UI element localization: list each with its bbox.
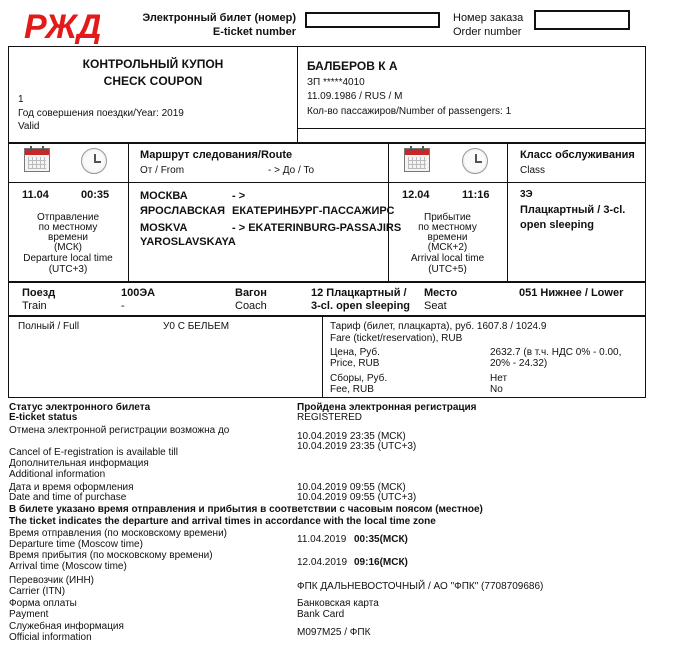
tariff-en: Fare (ticket/reservation), RUB: [330, 333, 463, 344]
arrival-desc-6: (UTC+5): [428, 264, 467, 275]
departure-desc-5: Departure local time: [23, 253, 113, 264]
issue-value-1: 10.04.2019 09:55 (МСК): [297, 482, 406, 493]
departure-date: 11.04: [22, 189, 49, 201]
train-number-en: -: [121, 300, 125, 312]
status-label-ru: Статус электронного билета: [9, 402, 151, 413]
coach-label-ru: Вагон: [235, 287, 267, 299]
departure-desc-2: по местному: [38, 222, 98, 233]
carrier-value: ФПК ДАЛЬНЕВОСТОЧНЫЙ / АО "ФПК" (7708709686): [297, 581, 544, 592]
seat-label-en: Seat: [424, 300, 447, 312]
calendar-icon: [404, 148, 430, 172]
additional-label-ru: Дополнительная информация: [9, 458, 149, 469]
additional-label-en: Additional information: [9, 469, 106, 480]
moscow-arr-date: 12.04.2019: [297, 557, 348, 568]
to-station-ru: ЕКАТЕРИНБУРГ-ПАССАЖИРС: [232, 205, 395, 217]
route-label: Маршрут следования/Route: [140, 149, 293, 161]
status-value-en: REGISTERED: [297, 412, 363, 423]
departure-desc-6: (UTC+3): [48, 264, 88, 275]
fee-label-ru: Сборы, Руб.: [330, 373, 388, 384]
rzd-logo: [22, 6, 100, 44]
to-station-en: - > EKATERINBURG-PASSAJIRS: [232, 222, 402, 234]
fee-value-1: Нет: [490, 373, 508, 384]
order-label-en: Order number: [453, 26, 522, 38]
price-value-2: 20% - 24.32): [490, 358, 548, 369]
fare-type: Полный / Full: [18, 321, 80, 332]
tariff-ru: Тариф (билет, плацкарта), руб. 1607.8 / 1024.9: [330, 321, 547, 332]
timezone-note-en: The ticket indicates the departure and arrival times in accordance with the local time zone: [9, 516, 436, 527]
eticket-label-ru: Электронный билет (номер): [142, 12, 296, 24]
price-label-en: Price, RUB: [330, 358, 380, 369]
route-arrow-ru: - >: [232, 190, 246, 202]
official-label-ru: Служебная информация: [9, 621, 124, 632]
timezone-note-ru: В билете указано время отправления и прибытия в соответствии с часовым поясом (местное): [9, 504, 483, 515]
coach-value-1: 12 Плацкартный /: [311, 287, 407, 299]
train-label-en: Train: [22, 300, 47, 312]
eticket-label-en: E-ticket number: [212, 26, 296, 38]
passenger-name: БАЛБЕРОВ К А: [307, 59, 398, 73]
clock-icon: [81, 148, 107, 174]
arrival-desc-3: времени: [427, 232, 468, 243]
arrival-desc-1: Прибытие: [424, 212, 471, 223]
price-value-1: 2632.7 (в т.ч. НДС 0% - 0.00,: [490, 347, 622, 358]
rzd-logo-icon: [22, 6, 100, 44]
order-label-ru: Номер заказа: [453, 12, 524, 24]
status-label-en: E-ticket status: [9, 412, 78, 423]
passenger-birth: 11.09.1986 / RUS / M: [307, 91, 403, 102]
carrier-label-ru: Перевозчик (ИНН): [9, 575, 95, 586]
coupon-title-en: CHECK COUPON: [103, 74, 203, 88]
moscow-dep-label-en: Departure time (Moscow time): [9, 539, 143, 550]
arrival-desc-2: по местному: [418, 222, 477, 233]
payment-label-ru: Форма оплаты: [9, 598, 77, 609]
coupon-count: 1: [18, 94, 24, 105]
class-name-ru: Плацкартный / 3-cl.: [520, 204, 626, 216]
issue-value-2: 10.04.2019 09:55 (UTC+3): [297, 492, 417, 503]
issue-label-en: Date and time of purchase: [9, 492, 127, 503]
departure-desc-3: времени: [48, 232, 88, 243]
fee-value-2: No: [490, 384, 503, 395]
class-code: 3Э: [520, 189, 533, 200]
official-value: М097М25 / ФПК: [297, 627, 371, 638]
calendar-icon: [24, 148, 50, 172]
linen-info: У0 С БЕЛЬЕМ: [163, 321, 230, 332]
departure-desc-4: (МСК): [53, 242, 83, 253]
passenger-doc: ЗП *****4010: [307, 77, 365, 88]
arrival-desc-5: Arrival local time: [410, 253, 485, 264]
service-class-label-en: Class: [520, 165, 546, 176]
from-station-en-1: MOSKVA: [140, 222, 188, 234]
carrier-label-en: Carrier (ITN): [9, 586, 66, 597]
payment-value-en: Bank Card: [297, 609, 345, 620]
eticket-number-redacted: [305, 12, 440, 28]
route-to-label: - > До / To: [268, 165, 315, 176]
coach-label-en: Coach: [235, 300, 267, 312]
coupon-year: Год совершения поездки/Year: 2019: [18, 108, 184, 119]
moscow-dep-date: 11.04.2019: [297, 534, 347, 545]
passenger-count: Кол-во пассажиров/Number of passengers: 1: [307, 106, 512, 117]
price-label-ru: Цена, Руб.: [330, 347, 380, 358]
issue-label-ru: Дата и время оформления: [9, 482, 134, 493]
arrival-desc-4: (МСК+2): [427, 242, 468, 253]
seat-label-ru: Место: [424, 287, 458, 299]
moscow-arr-label-ru: Время прибытия (по московскому времени): [9, 550, 213, 561]
arrival-time: 11:16: [462, 189, 490, 201]
cancel-label-ru: Отмена электронной регистрации возможна до: [9, 425, 230, 436]
from-station-en-2: YAROSLAVSKAYA: [140, 236, 236, 248]
official-label-en: Official information: [9, 632, 92, 643]
class-name-en: open sleeping: [520, 219, 594, 231]
coach-value-2: 3-cl. open sleeping: [311, 300, 411, 312]
fee-label-en: Fee, RUB: [330, 384, 374, 395]
payment-label-en: Payment: [9, 609, 49, 620]
arrival-date: 12.04: [402, 189, 430, 201]
order-number-redacted: [534, 10, 630, 30]
moscow-dep-label-ru: Время отправления (по московскому времени): [9, 528, 227, 539]
train-label-ru: Поезд: [22, 287, 56, 299]
cancel-value-1: 10.04.2019 23:35 (МСК): [297, 431, 406, 442]
status-value-ru: Пройдена электронная регистрация: [297, 402, 477, 413]
seat-value: 051 Нижнее / Lower: [519, 287, 624, 299]
payment-value-ru: Банковская карта: [297, 598, 379, 609]
coupon-title-ru: КОНТРОЛЬНЫЙ КУПОН: [82, 57, 224, 71]
from-station-ru-1: МОСКВА: [140, 190, 188, 202]
cancel-label-en: Cancel of E-registration is available till: [9, 447, 178, 458]
moscow-arr-time: 09:16(МСК): [354, 557, 408, 568]
route-from-label: От / From: [140, 165, 185, 176]
departure-desc-1: Отправление: [36, 212, 100, 223]
cancel-value-2: 10.04.2019 23:35 (UTC+3): [297, 441, 417, 452]
service-class-label-ru: Класс обслуживания: [520, 149, 635, 161]
clock-icon: [462, 148, 488, 174]
svg-text:РЖД: РЖД: [24, 8, 100, 44]
departure-time: 00:35: [81, 189, 110, 201]
coupon-status: Valid: [18, 121, 40, 132]
moscow-arr-label-en: Arrival time (Moscow time): [9, 561, 127, 572]
moscow-dep-time: 00:35(МСК): [354, 534, 408, 545]
from-station-ru-2: ЯРОСЛАВСКАЯ: [140, 205, 226, 217]
train-number: 100ЭА: [121, 287, 156, 299]
